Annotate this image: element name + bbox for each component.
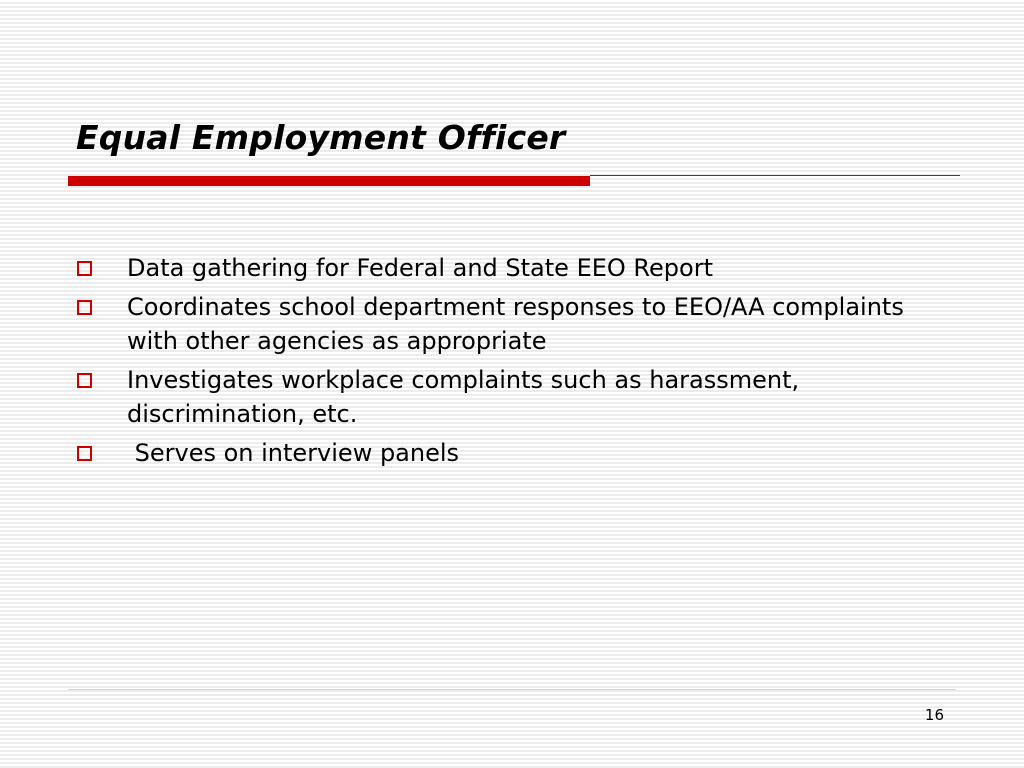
- bullet-item-eeo-report: [76, 251, 956, 285]
- bullet-item-interview-panels: [76, 436, 956, 470]
- bullet-text: Data gathering for Federal and State EEO Report: [127, 254, 713, 282]
- hollow-square-bullet-icon: [77, 373, 92, 388]
- bullet-item-coordinates-responses: [76, 290, 956, 358]
- hollow-square-bullet-icon: [77, 300, 92, 315]
- bullet-item-investigates-complaints: [76, 363, 956, 431]
- slide-title: Equal Employment Officer: [76, 118, 566, 157]
- bullet-text: Coordinates school department responses to EEO/AA complaints with other agencies as appropriate: [127, 293, 912, 355]
- title-underline-thin: [590, 175, 960, 176]
- hollow-square-bullet-icon: [77, 261, 92, 276]
- footer-divider: [68, 689, 956, 690]
- bullet-list: [76, 251, 956, 475]
- bullet-text: Investigates workplace complaints such as harassment, discrimination, etc.: [127, 366, 807, 428]
- hollow-square-bullet-icon: [77, 446, 92, 461]
- bullet-text: Serves on interview panels: [127, 439, 460, 467]
- title-underline-accent: [68, 176, 590, 186]
- page-number: 16: [924, 706, 944, 724]
